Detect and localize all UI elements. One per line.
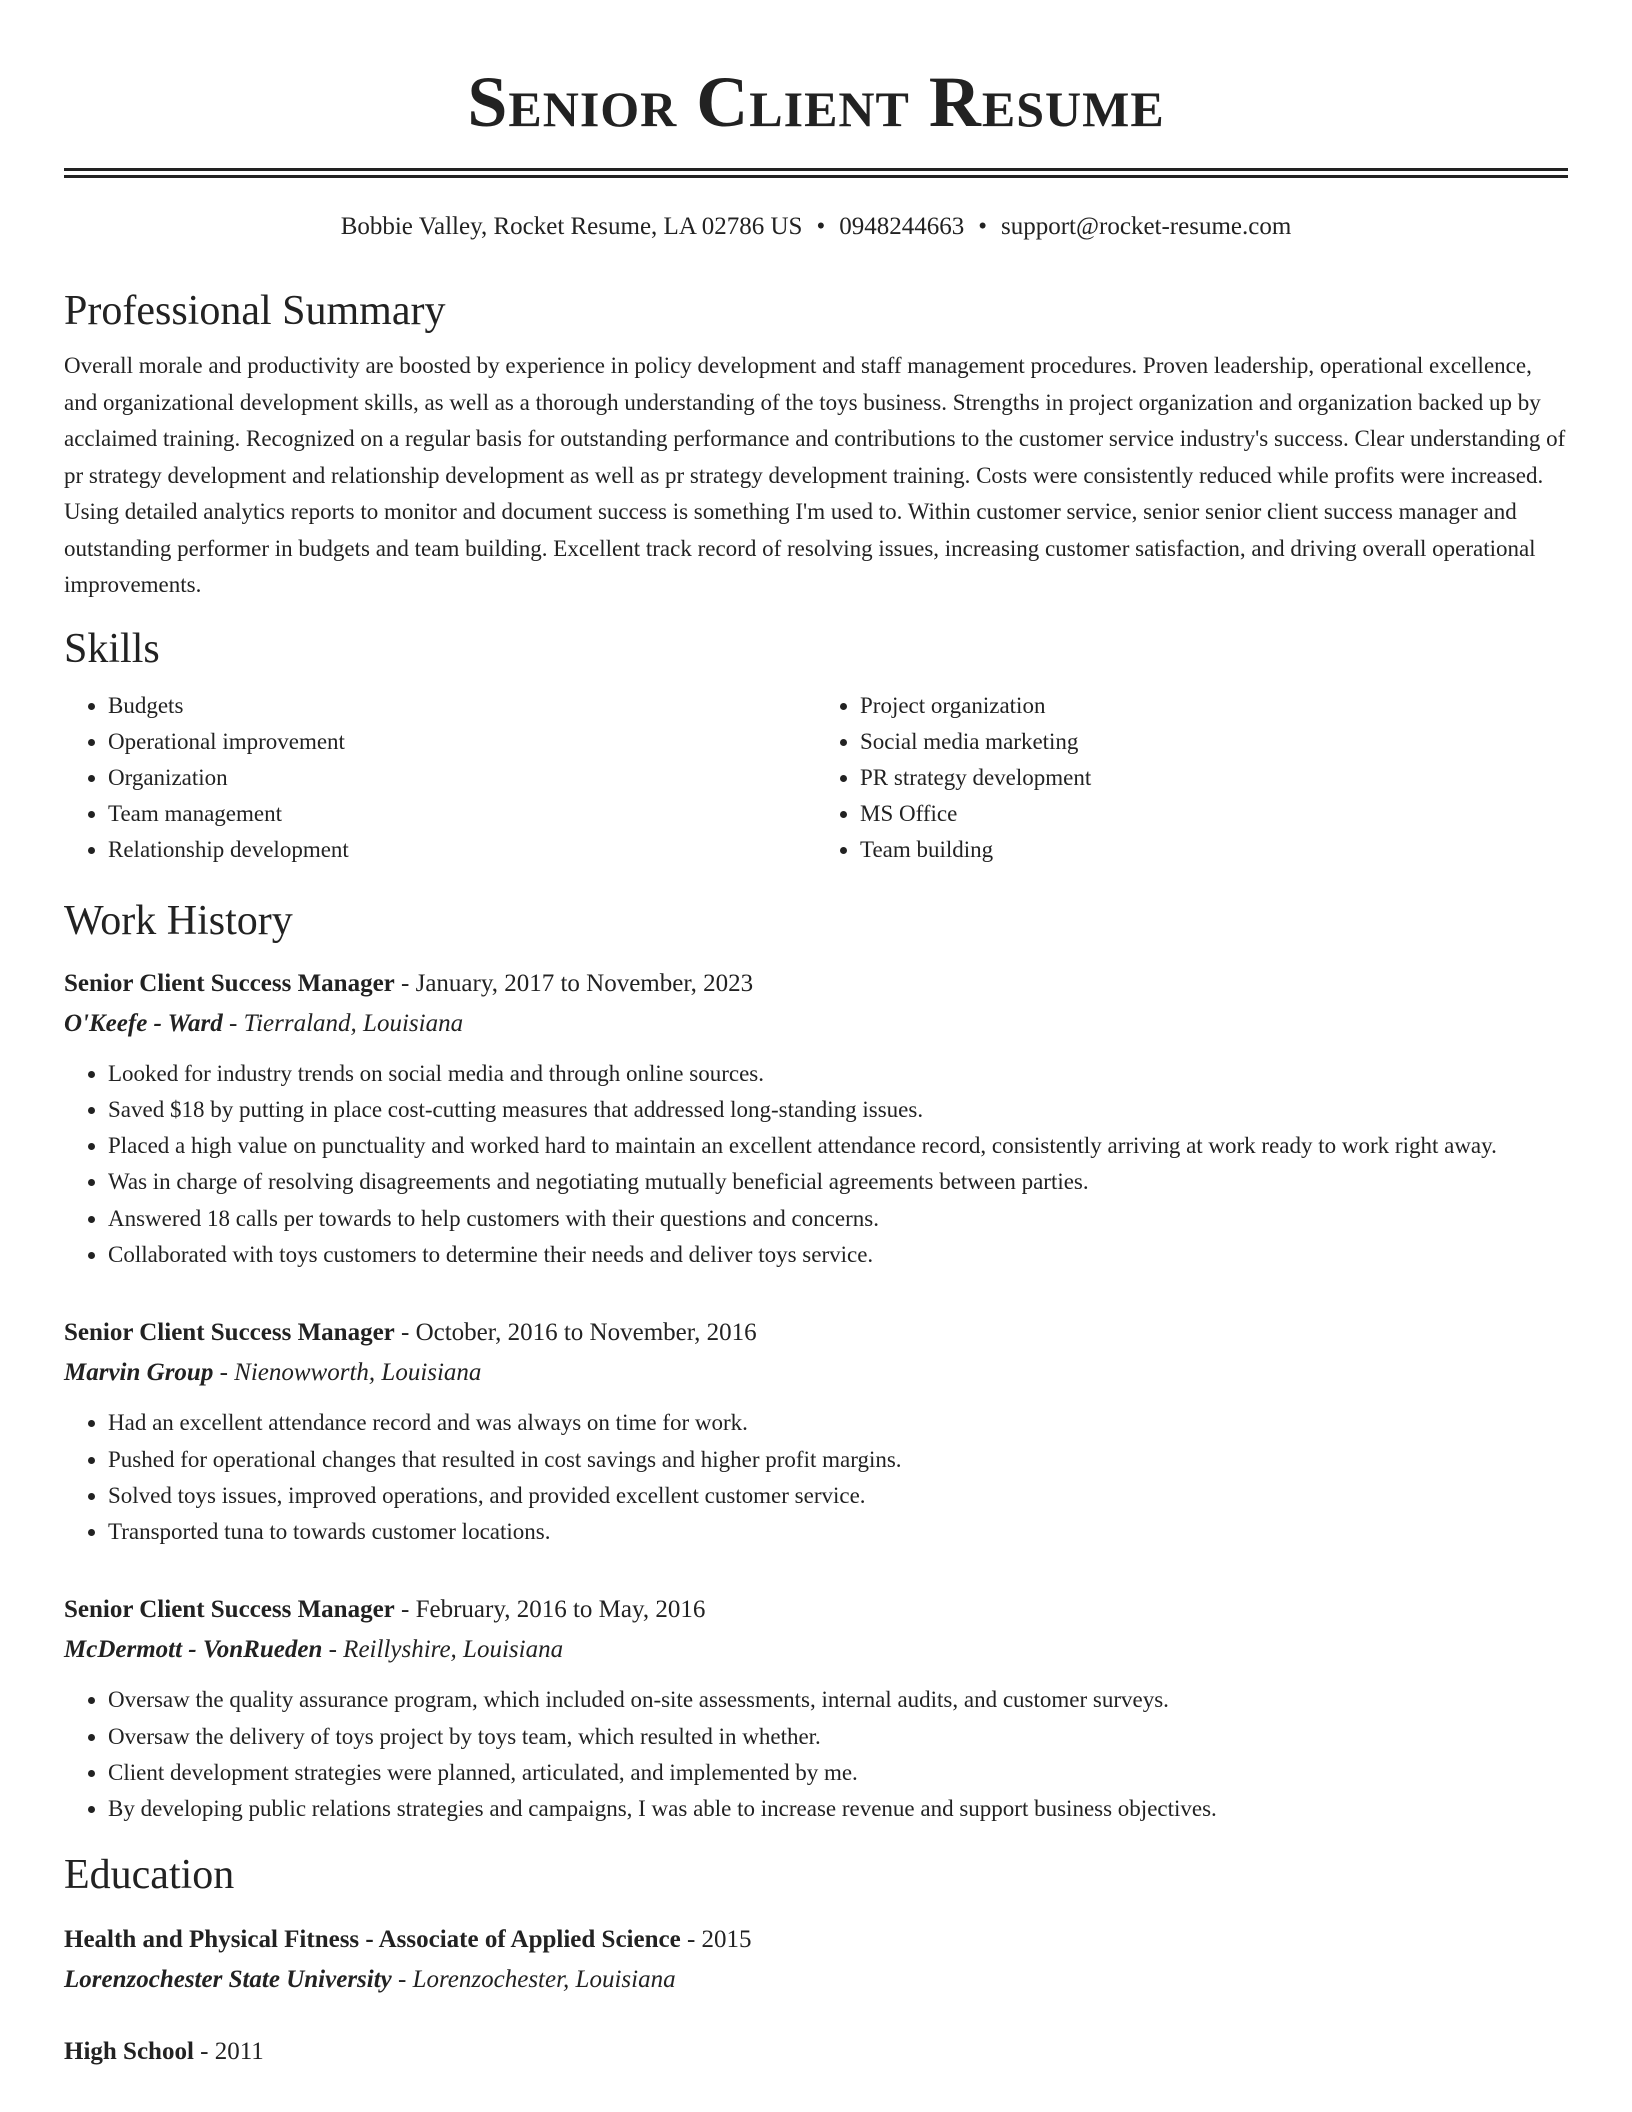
degree-year: - 2015 [680, 1925, 752, 1953]
employer-line [64, 1004, 1568, 1044]
summary-heading: Professional Summary [64, 288, 446, 334]
job-bullet: • Was in charge of resolving disagreements and negotiating mutually beneficial agreements between parties. [108, 1164, 1568, 1200]
contact-phone: 0948244663 [839, 213, 965, 240]
job-bullet: • By developing public relations strategies and campaigns, I was able to increase revenue and support business objectives. [108, 1791, 1568, 1827]
employer-name: O'Keefe - Ward [64, 1009, 223, 1037]
skill-item: • Team building [860, 832, 1568, 868]
employer-location: - Nienowworth, Louisiana [213, 1359, 482, 1387]
summary-text: Overall morale and productivity are boosted by experience in policy development and staff management procedures. Proven leadership, operational excellence, and organizational development skills, as well as a thorough understanding of the toys business. Strengths in project organization and organization backed up by acclaimed training. Recognized on a regular basis for outstanding performance and contributions to the customer service industry's success. Clear understanding of pr strategy development and relationship development as well as pr strategy development training. Costs were consistently reduced while profits were increased. Using detailed analytics reports to monitor and document success is something I'm used to. Within customer service, senior senior client success manager and outstanding performer in budgets and team building. Excellent track record of resolving issues, increasing customer satisfaction, and driving overall operational improvements. [64, 353, 1566, 597]
job-bullet: • Collaborated with toys customers to determine their needs and deliver toys service. [108, 1237, 1568, 1273]
job-bullet: • Looked for industry trends on social media and through online sources. [108, 1056, 1568, 1092]
job-title-line [64, 964, 1568, 1004]
job-dates: - January, 2017 to November, 2023 [394, 969, 754, 997]
skill-item: • Team management [108, 796, 816, 832]
job-title: Senior Client Success Manager [64, 1319, 395, 1347]
education-entry [64, 1920, 1568, 2000]
job-bullet: • Transported tuna to towards customer locations. [108, 1514, 1568, 1550]
skill-item: • Operational improvement [108, 724, 816, 760]
job-bullets [64, 1405, 1568, 1550]
job-bullet: • Pushed for operational changes that resulted in cost savings and higher profit margins. [108, 1442, 1568, 1478]
skill-item: • Project organization [860, 688, 1568, 724]
job-bullet: • Placed a high value on punctuality and worked hard to maintain an excellent attendance record, consistently arriving at work ready to work right away. [108, 1128, 1568, 1164]
contact-address: Bobbie Valley, Rocket Resume, LA 02786 US [340, 213, 803, 240]
employer-location: - Tierraland, Louisiana [222, 1009, 464, 1037]
job-bullet: • Had an excellent attendance record and was always on time for work. [108, 1405, 1568, 1441]
title-double-rule [64, 168, 1568, 178]
education-entry [64, 2032, 1568, 2072]
skills-grid [64, 688, 1568, 868]
employer-line [64, 1353, 1568, 1393]
job-bullet: • Oversaw the quality assurance program, which included on-site assessments, internal audits, and customer surveys. [108, 1682, 1568, 1718]
job-bullet: • Solved toys issues, improved operations, and provided excellent customer service. [108, 1478, 1568, 1514]
job-bullet: • Answered 18 calls per towards to help customers with their questions and concerns. [108, 1201, 1568, 1237]
work-history-heading: Work History [64, 897, 293, 944]
job-title-line [64, 1313, 1568, 1353]
job-dates: - October, 2016 to November, 2016 [394, 1319, 757, 1347]
contact-email: support@rocket-resume.com [1001, 213, 1292, 240]
employer-name: McDermott - VonRueden [64, 1636, 323, 1664]
skill-item: • MS Office [860, 796, 1568, 832]
job-title: Senior Client Success Manager [64, 969, 395, 997]
skill-item: • PR strategy development [860, 760, 1568, 796]
skill-item: • Social media marketing [860, 724, 1568, 760]
resume-title: Senior Client Resume [467, 62, 1165, 142]
job-bullets [64, 1682, 1568, 1827]
job-entry [64, 1590, 1568, 1827]
skill-item: • Relationship development [108, 832, 816, 868]
job-entry [64, 1313, 1568, 1550]
skill-item: • Budgets [108, 688, 816, 724]
job-bullet: • Oversaw the delivery of toys project by toys team, which resulted in whether. [108, 1719, 1568, 1755]
degree-line [64, 1920, 1568, 1960]
school-name: Lorenzochester State University [64, 1965, 392, 1993]
school-line [64, 1960, 1568, 2000]
skill-item: • Organization [108, 760, 816, 796]
resume-page [64, 0, 1568, 2072]
contact-separator: • [816, 213, 826, 240]
education-heading: Education [64, 1851, 235, 1898]
job-title-line [64, 1590, 1568, 1630]
degree-name: Health and Physical Fitness - Associate of Applied Science [64, 1925, 681, 1953]
degree-line [64, 2032, 1568, 2072]
skills-heading: Skills [64, 625, 160, 672]
job-title: Senior Client Success Manager [64, 1596, 395, 1624]
employer-line [64, 1630, 1568, 1670]
contact-separator: • [978, 213, 987, 240]
employer-location: - Reillyshire, Louisiana [322, 1636, 564, 1664]
job-bullets [64, 1056, 1568, 1274]
skills-left-column [64, 688, 816, 868]
job-dates: - February, 2016 to May, 2016 [394, 1596, 706, 1624]
job-entry [64, 964, 1568, 1274]
degree-name: High School [64, 2037, 194, 2065]
job-bullet: • Saved $18 by putting in place cost-cutting measures that addressed long-standing issues. [108, 1092, 1568, 1128]
contact-line [64, 212, 1568, 242]
skills-right-column [816, 688, 1568, 868]
employer-name: Marvin Group [64, 1359, 214, 1387]
job-bullet: • Client development strategies were planned, articulated, and implemented by me. [108, 1755, 1568, 1791]
degree-year: - 2011 [193, 2037, 264, 2065]
school-location: - Lorenzochester, Louisiana [391, 1965, 676, 1993]
